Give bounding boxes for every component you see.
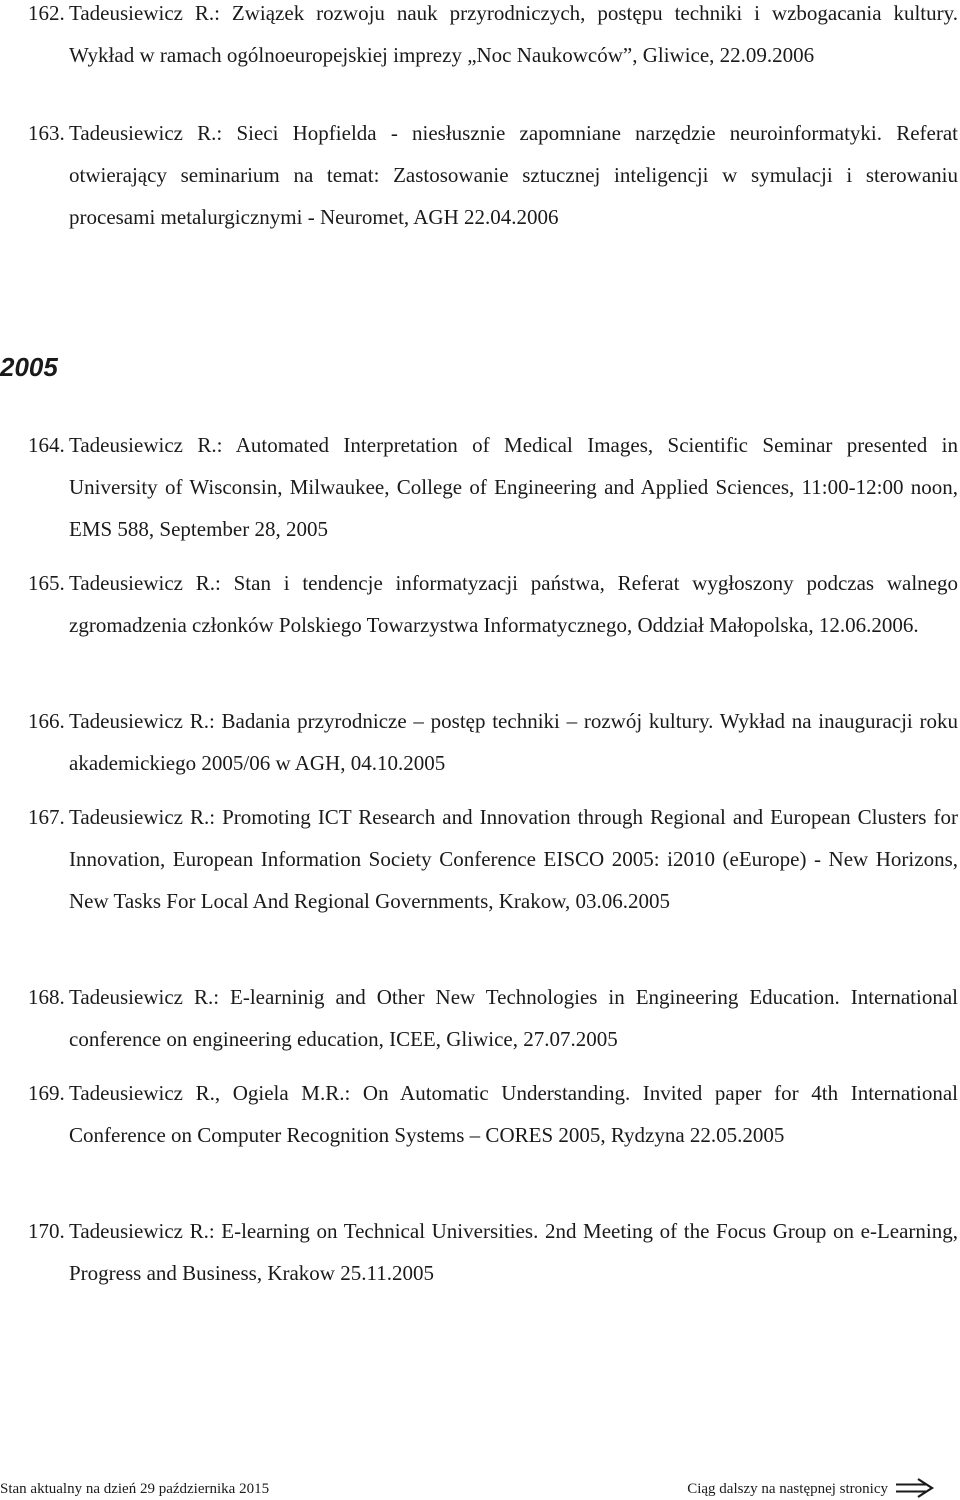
entry-text: Tadeusiewicz R.: Stan i tendencje informatyzacji państwa, Referat wygłoszony podczas walnego zgromadzenia członków Polskiego Towarzystwa Informatycznego, Oddział Małopolska, 12.06.2006. [69,571,958,637]
publication-entry-169 [28,1072,958,1156]
publication-entry-162 [28,0,958,76]
entry-number: 166. [28,709,65,733]
entry-number: 162. [28,1,65,25]
publication-entry-168 [28,976,958,1060]
entry-number: 169. [28,1081,65,1105]
publication-entry-165 [28,562,958,646]
entry-number: 170. [28,1219,65,1243]
entry-text: Tadeusiewicz R., Ogiela M.R.: On Automatic Understanding. Invited paper for 4th International Conference on Computer Recognition Systems – CORES 2005, Rydzyna 22.05.2005 [69,1081,958,1147]
entry-text: Tadeusiewicz R.: E-learninig and Other New Technologies in Engineering Education. International conference on engineering education, ICEE, Gliwice, 27.07.2005 [69,985,958,1051]
entry-number: 167. [28,805,65,829]
publication-entry-164 [28,424,958,550]
entry-number: 164. [28,433,65,457]
entry-text: Tadeusiewicz R.: Automated Interpretation of Medical Images, Scientific Seminar presented in University of Wisconsin, Milwaukee, College of Engineering and Applied Sciences, 11:00-12:00 noon, EMS 588, September 28, 2005 [69,433,958,541]
double-arrow-right-icon [894,1477,938,1499]
entry-number: 165. [28,571,65,595]
entry-text: Tadeusiewicz R.: Promoting ICT Research and Innovation through Regional and European Clusters for Innovation, European Information Society Conference EISCO 2005: i2010 (eEurope) - New Horizons, New Tasks For Local And Regional Governments, Krakow, 03.06.2005 [69,805,958,913]
entry-number: 163. [28,121,65,145]
publication-entry-166 [28,700,958,784]
entry-text: Tadeusiewicz R.: Badania przyrodnicze – postęp techniki – rozwój kultury. Wykład na inauguracji roku akademickiego 2005/06 w AGH, 04.10.2005 [69,709,958,775]
entry-text: Tadeusiewicz R.: E-learning on Technical Universities. 2nd Meeting of the Focus Group on e-Learning, Progress and Business, Krakow 25.11.2005 [69,1219,958,1285]
entry-number: 168. [28,985,65,1009]
year-heading: 2005 [0,352,58,382]
publication-entry-170 [28,1210,958,1294]
footer-date-note: Stan aktualny na dzień 29 października 2015 [0,1481,270,1497]
footer-continued-note: Ciąg dalszy na następnej stronicy [687,1481,888,1497]
entry-text: Tadeusiewicz R.: Związek rozwoju nauk przyrodniczych, postępu techniki i wzbogacania kultury. Wykład w ramach ogólnoeuropejskiej imprezy „Noc Naukowców”, Gliwice, 22.09.2006 [69,1,958,67]
publication-entry-167 [28,796,958,922]
publication-entry-163 [28,112,958,238]
entry-text: Tadeusiewicz R.: Sieci Hopfielda - niesłusznie zapomniane narzędzie neuroinformatyki. Referat otwierający seminarium na temat: Zastosowanie sztucznej inteligencji w symulacji i sterowaniu procesami metalurgicznymi - Neuromet, AGH 22.04.2006 [69,121,958,229]
